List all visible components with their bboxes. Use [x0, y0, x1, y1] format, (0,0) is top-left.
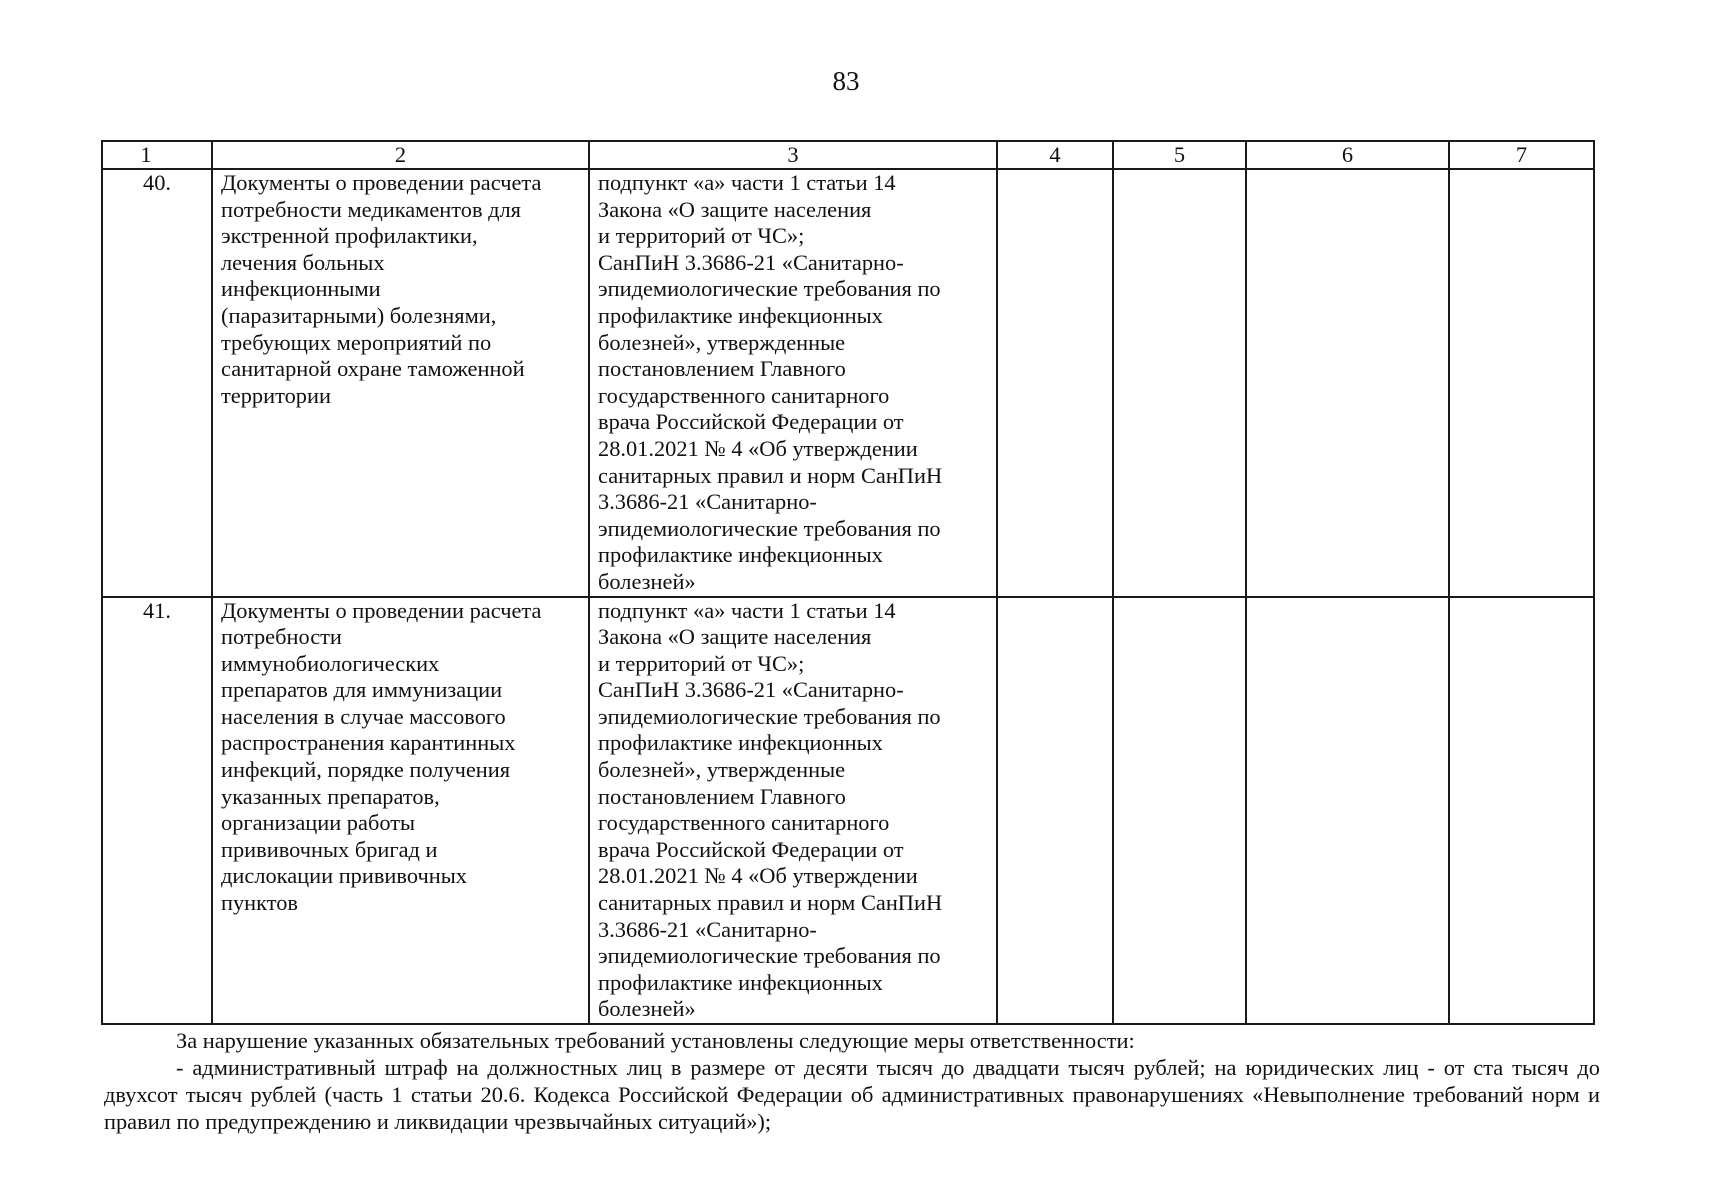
row-number: 40. — [102, 169, 212, 597]
table-row — [102, 169, 1594, 597]
table-cell-col4 — [997, 169, 1113, 597]
table-row — [102, 597, 1594, 1025]
legal-basis: подпункт «а» части 1 статьи 14 Закона «О защите населения и территорий от ЧС»; СанПиН 3.3686-21 «Санитарно- эпидемиологические требования по профилактике инфекционных болезней», утвержденные постановлением Главного государственного санитарного врача Российской Федерации от 28.01.2021 № 4 «Об утверждении санитарных правил и норм СанПиН 3.3686-21 «Санитарно- эпидемиологические требования по профилактике инфекционных болезней» — [589, 169, 997, 597]
legal-basis: подпункт «а» части 1 статьи 14 Закона «О защите населения и территорий от ЧС»; СанПиН 3.3686-21 «Санитарно- эпидемиологические требования по профилактике инфекционных болезней», утвержденные постановлением Главного государственного санитарного врача Российской Федерации от 28.01.2021 № 4 «Об утверждении санитарных правил и норм СанПиН 3.3686-21 «Санитарно- эпидемиологические требования по профилактике инфекционных болезней» — [589, 597, 997, 1025]
column-header: 7 — [1449, 141, 1594, 169]
table-cell-col4 — [997, 597, 1113, 1025]
table-cell-col6 — [1246, 169, 1449, 597]
table-cell-col5 — [1113, 169, 1246, 597]
page-number: 83 — [832, 66, 860, 96]
table-header-row — [102, 141, 1594, 169]
column-header: 2 — [212, 141, 589, 169]
liability-intro: За нарушение указанных обязательных требований установлены следующие меры ответственности: — [176, 1028, 1135, 1053]
column-header: 3 — [589, 141, 997, 169]
column-header: 6 — [1246, 141, 1449, 169]
liability-item: - административный штраф на должностных лиц в размере от десяти тысяч до двадцати тысяч рублей; на юридических лиц - от ста тысяч до двухсот тысяч рублей (часть 1 статьи 20.6. Кодекса Российской Федерации об административных правонарушениях «Невыполнение требований норм и правил по предупреждению и ликвидации чрезвычайных ситуаций»); — [104, 1055, 1600, 1134]
column-header: 4 — [997, 141, 1113, 169]
requirements-table — [101, 140, 1595, 1025]
column-header: 5 — [1113, 141, 1246, 169]
column-header: 1 — [102, 141, 212, 169]
liability-note — [104, 1027, 1600, 1135]
table-cell-col7 — [1449, 597, 1594, 1025]
row-number: 41. — [102, 597, 212, 1025]
requirement-description: Документы о проведении расчета потребности медикаментов для экстренной профилактики, лечения больных инфекционными (паразитарными) болезнями, требующих мероприятий по санитарной охране таможенной территории — [212, 169, 589, 597]
table-cell-col7 — [1449, 169, 1594, 597]
requirement-description: Документы о проведении расчета потребности иммунобиологических препаратов для иммунизации населения в случае массового распространения карантинных инфекций, порядке получения указанных препаратов, организации работы прививочных бригад и дислокации прививочных пунктов — [212, 597, 589, 1025]
table-cell-col6 — [1246, 597, 1449, 1025]
table-cell-col5 — [1113, 597, 1246, 1025]
